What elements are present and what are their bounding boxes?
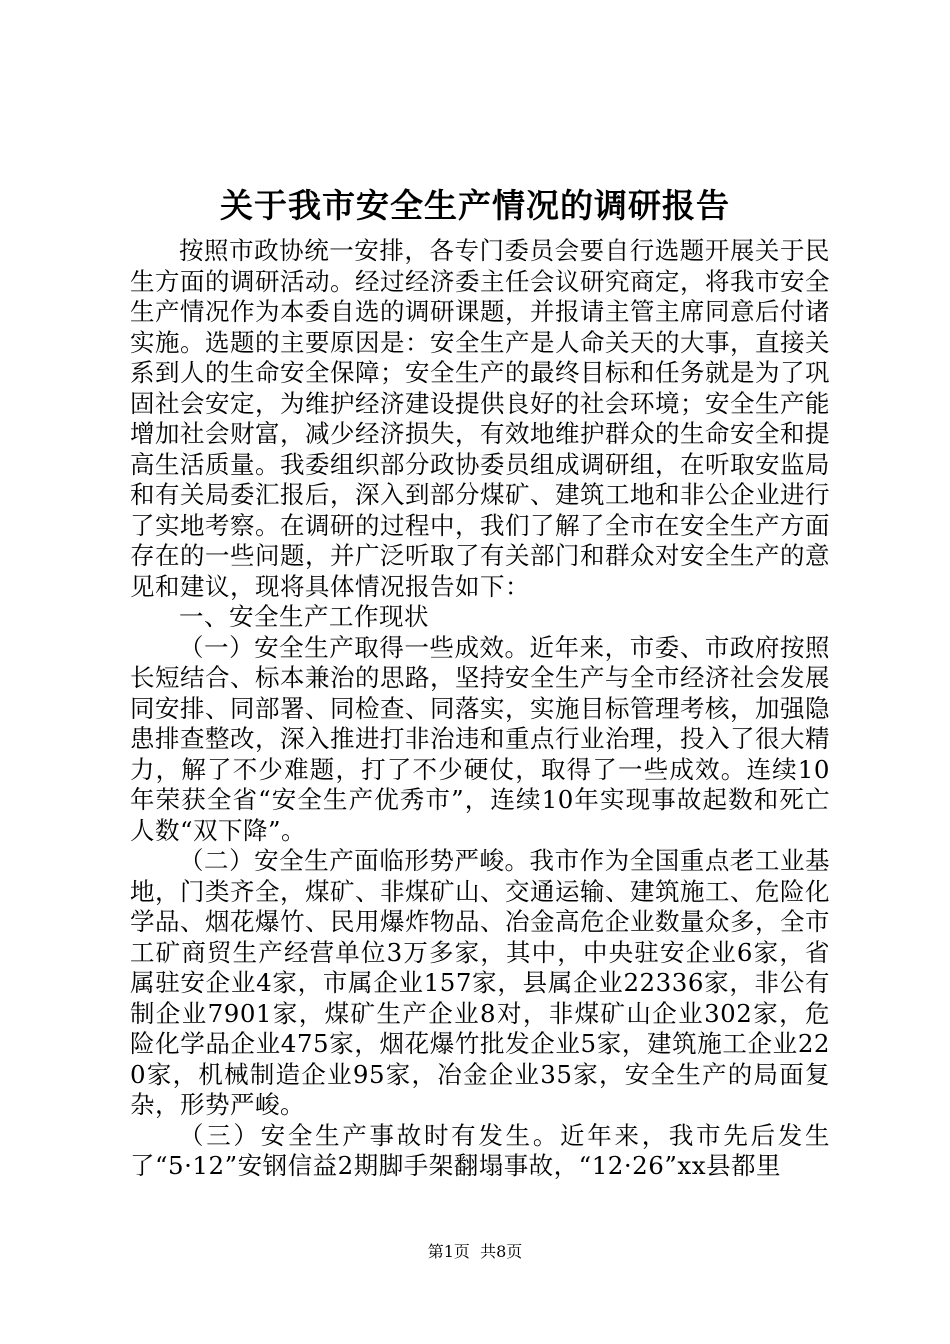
page-number: 第1页 共8页 [427,1242,523,1261]
paragraph-accidents: （三）安全生产事故时有发生。近年来，我市先后发生了“5·12”安钢信益2期脚手架翻塌事故，“12·26”xx县都里 [130,1120,830,1180]
paragraph-intro: 按照市政协统一安排，各专门委员会要自行选题开展关于民生方面的调研活动。经过经济委主任会议研究商定，将我市安全生产情况作为本委自选的调研课题，并报请主管主席同意后付诸实施。选题的主要原因是：安全生产是人命关天的大事，直接关系到人的生命安全保障；安全生产的最终目标和任务就是为了巩固社会安定，为维护经济建设提供良好的社会环境；安全生产能增加社会财富，减少经济损失，有效地维护群众的生命安全和提高生活质量。我委组织部分政协委员组成调研组，在听取安监局和有关局委汇报后，深入到部分煤矿、建筑工地和非公企业进行了实地考察。在调研的过程中，我们了解了全市在安全生产方面存在的一些问题，并广泛听取了有关部门和群众对安全生产的意见和建议，现将具体情况报告如下： [130,236,830,601]
page-footer [0,1240,950,1264]
document-body [130,236,830,1182]
paragraph-achievements: （一）安全生产取得一些成效。近年来，市委、市政府按照长短结合、标本兼治的思路，坚持安全生产与全市经济社会发展同安排、同部署、同检查、同落实，实施目标管理考核，加强隐患排查整改，深入推进打非治违和重点行业治理，投入了很大精力，解了不少难题，打了不少硬仗，取得了一些成效。连续10年荣获全省“安全生产优秀市”，连续10年实现事故起数和死亡人数“双下降”。 [130,632,830,845]
document-title: 关于我市安全生产情况的调研报告 [220,186,730,225]
paragraph-situation: （二）安全生产面临形势严峻。我市作为全国重点老工业基地，门类齐全，煤矿、非煤矿山、交通运输、建筑施工、危险化学品、烟花爆竹、民用爆炸物品、冶金高危企业数量众多，全市工矿商贸生产经营单位3万多家，其中，中央驻安企业6家，省属驻安企业4家，市属企业157家，县属企业22336家，非公有制企业7901家，煤矿生产企业8对，非煤矿山企业302家，危险化学品企业475家，烟花爆竹批发企业5家，建筑施工企业220家，机械制造企业95家，冶金企业35家，安全生产的局面复杂，形势严峻。 [130,846,830,1119]
section-heading-status: 一、安全生产工作现状 [179,602,429,631]
